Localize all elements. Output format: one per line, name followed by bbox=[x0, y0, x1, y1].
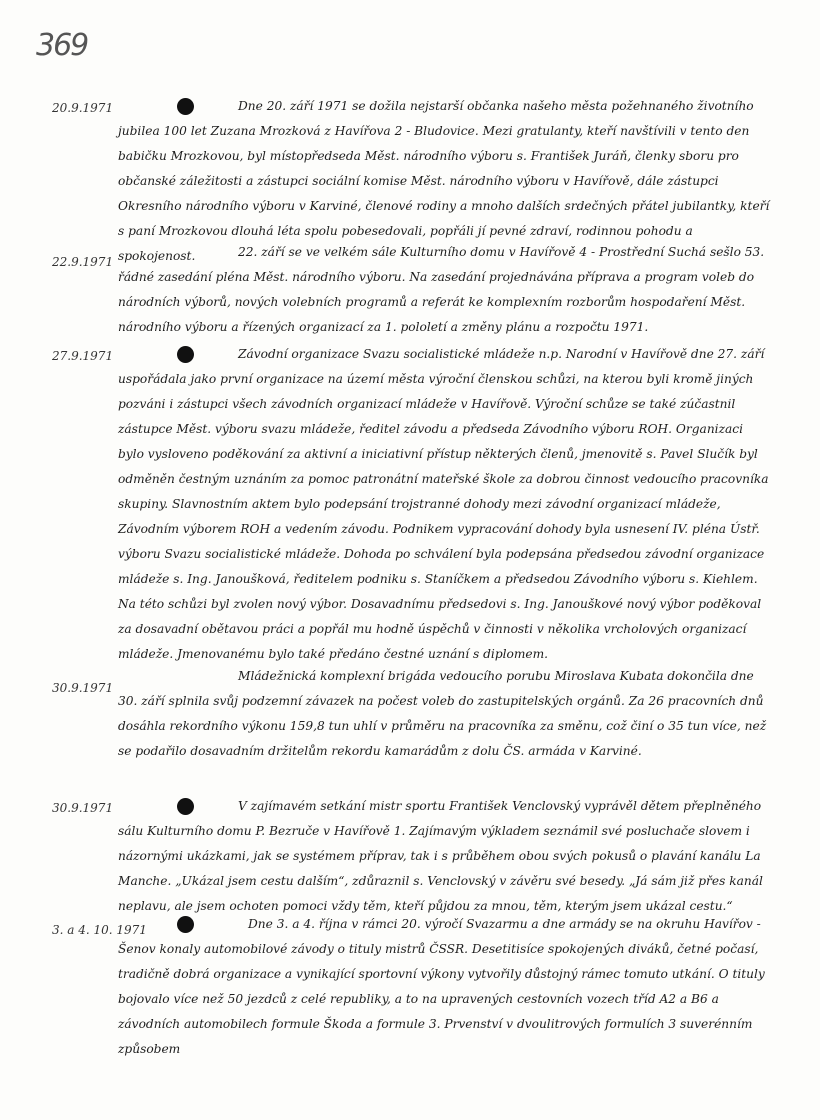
entry-text-body: Mládežnická komplexní brigáda vedoucího porubu Miroslava Kubata dokončila dne 30. září splnila svůj podzemní závazek na počest voleb do zastupitelských orgánů. Za 26 pracovních dnů dosáhla rekordního výkonu 159,8 tun uhlí v průměru na pracovníka za směnu, což činí o 35 tun více, než se podařilo dosavadním držitelům rekordu kamarádům z dolu ČS. armáda v Karviné. bbox=[118, 669, 767, 758]
entry-date: 30.9.1971 bbox=[52, 681, 114, 695]
entry-text bbox=[118, 794, 770, 919]
entry-date: 22.9.1971 bbox=[52, 255, 114, 269]
entry-date: 30.9.1971 bbox=[52, 801, 114, 815]
entry-text-body: Závodní organizace Svazu socialistické mládeže n.p. Narodní v Havířově dne 27. září uspořádala jako první organizace na území města výroční členskou schůzi, na kterou byli kromě jiných pozváni i zástupci všech závodních organizací mládeže v Havířově. Výroční schůze se také zúčastnil zástupce Měst. výboru svazu mládeže, ředitel závodu a předseda Závodního výboru ROH. Organizaci bylo vysloveno poděkování za aktivní a iniciativní přístup některých členů, jmenovitě s. Pavel Slučík byl odměněn čestným uznáním za pomoc patronátní mateřské škole za dobrou činnost vedoucího pracovníka skupiny. Slavnostním aktem bylo podepsání trojstranné dohody mezi závodní organizací mládeže, Závodním výborem ROH a vedením závodu. Podnikem vypracování dohody byla usnesení IV. pléna Ústř. výboru Svazu socialistické mládeže. Dohoda po schválení byla podepsána předsedou závodní organizace mládeže s. Ing. Janoušková, ředitelem podniku s. Staníčkem a předsedou Závodního výboru s. Kiehlem. Na této schůzi byl zvolen nový výbor. Dosavadnímu předsedovi s. Ing. Janouškové nový výbor poděkoval za dosavadní obětavou práci a popřál mu hodně úspěchů v činnosti v několika vrcholových organizací mládeže. Jmenovanému bylo také předáno čestné uznání s diplomem. bbox=[118, 347, 769, 661]
entry-date: 27.9.1971 bbox=[52, 349, 114, 363]
entry-text-body: 22. září se ve velkém sále Kulturního domu v Havířově 4 - Prostřední Suchá sešlo 53. řádné zasedání pléna Měst. národního výboru. Na zasedání projednávána příprava a program voleb do národních výborů, nových volebních programů a referát ke komplexním rozborům hospodaření Měst. národního výboru a řízených organizací za 1. pololetí a změny plánu a rozpočtu 1971. bbox=[118, 245, 765, 334]
entry-text-body: Dne 20. září 1971 se dožila nejstarší občanka našeho města požehnaného životního jubilea 100 let Zuzana Mrozková z Havířova 2 - Bludovice. Mezi gratulanty, kteří navštívili v tento den babičku Mrozkovou, byl místopředseda Měst. národního výboru s. František Juráň, členky sboru pro občanské záležitosti a zástupci sociální komise Měst. národního výboru v Havířově, dále zástupci Okresního národního výboru v Karviné, členové rodiny a mnoho dalších srdečných přátel jubilantky, kteří s paní Mrozkovou dlouhá léta spolu pobesedovali, popřáli jí pevné zdraví, rodinnou pohodu a spokojenost. bbox=[118, 99, 770, 263]
page-number: 369 bbox=[36, 28, 88, 63]
entry-text-body: V zajímavém setkání mistr sportu František Venclovský vyprávěl dětem přeplněného sálu Kulturního domu P. Bezruče v Havířově 1. Zajímavým výkladem seznámil své posluchače slovem i názornými ukázkami, jak se systémem příprav, tak i s průběhem obou svých pokusů o plavání kanálu La Manche. „Ukázal jsem cestu dalším“, zdůraznil s. Venclovský v závěru své besedy. „Já sám již přes kanál neplavu, ale jsem ochoten pomoci vždy těm, kteří půjdou za mnou, těm, kterým jsem ukázal cestu.“ bbox=[118, 799, 763, 913]
entry-date: 3. a 4. 10. 1971 bbox=[52, 923, 147, 937]
entry-text-body: Dne 3. a 4. října v rámci 20. výročí Svazarmu a dne armády se na okruhu Havířov - Šenov konaly automobilové závody o tituly mistrů ČSSR. Desetitisíce spokojených diváků, četné počasí, tradičně dobrá organizace a vynikající sportovní výkony vytvořily důstojný rámec tomuto utkání. O tituly bojovalo více než 50 jezdců z celé republiky, a to na upravených cestovních vozech tříd A2 a B6 a závodních automobilech formule Škoda a formule 3. Prvenství v dvoulitrových formulích 3 suverénním způsobem bbox=[118, 917, 765, 1056]
entry-text bbox=[118, 342, 770, 667]
entry-text bbox=[118, 664, 770, 764]
entry-date: 20.9.1971 bbox=[52, 101, 114, 115]
entry-text bbox=[118, 912, 770, 1062]
entry-text bbox=[118, 240, 770, 340]
